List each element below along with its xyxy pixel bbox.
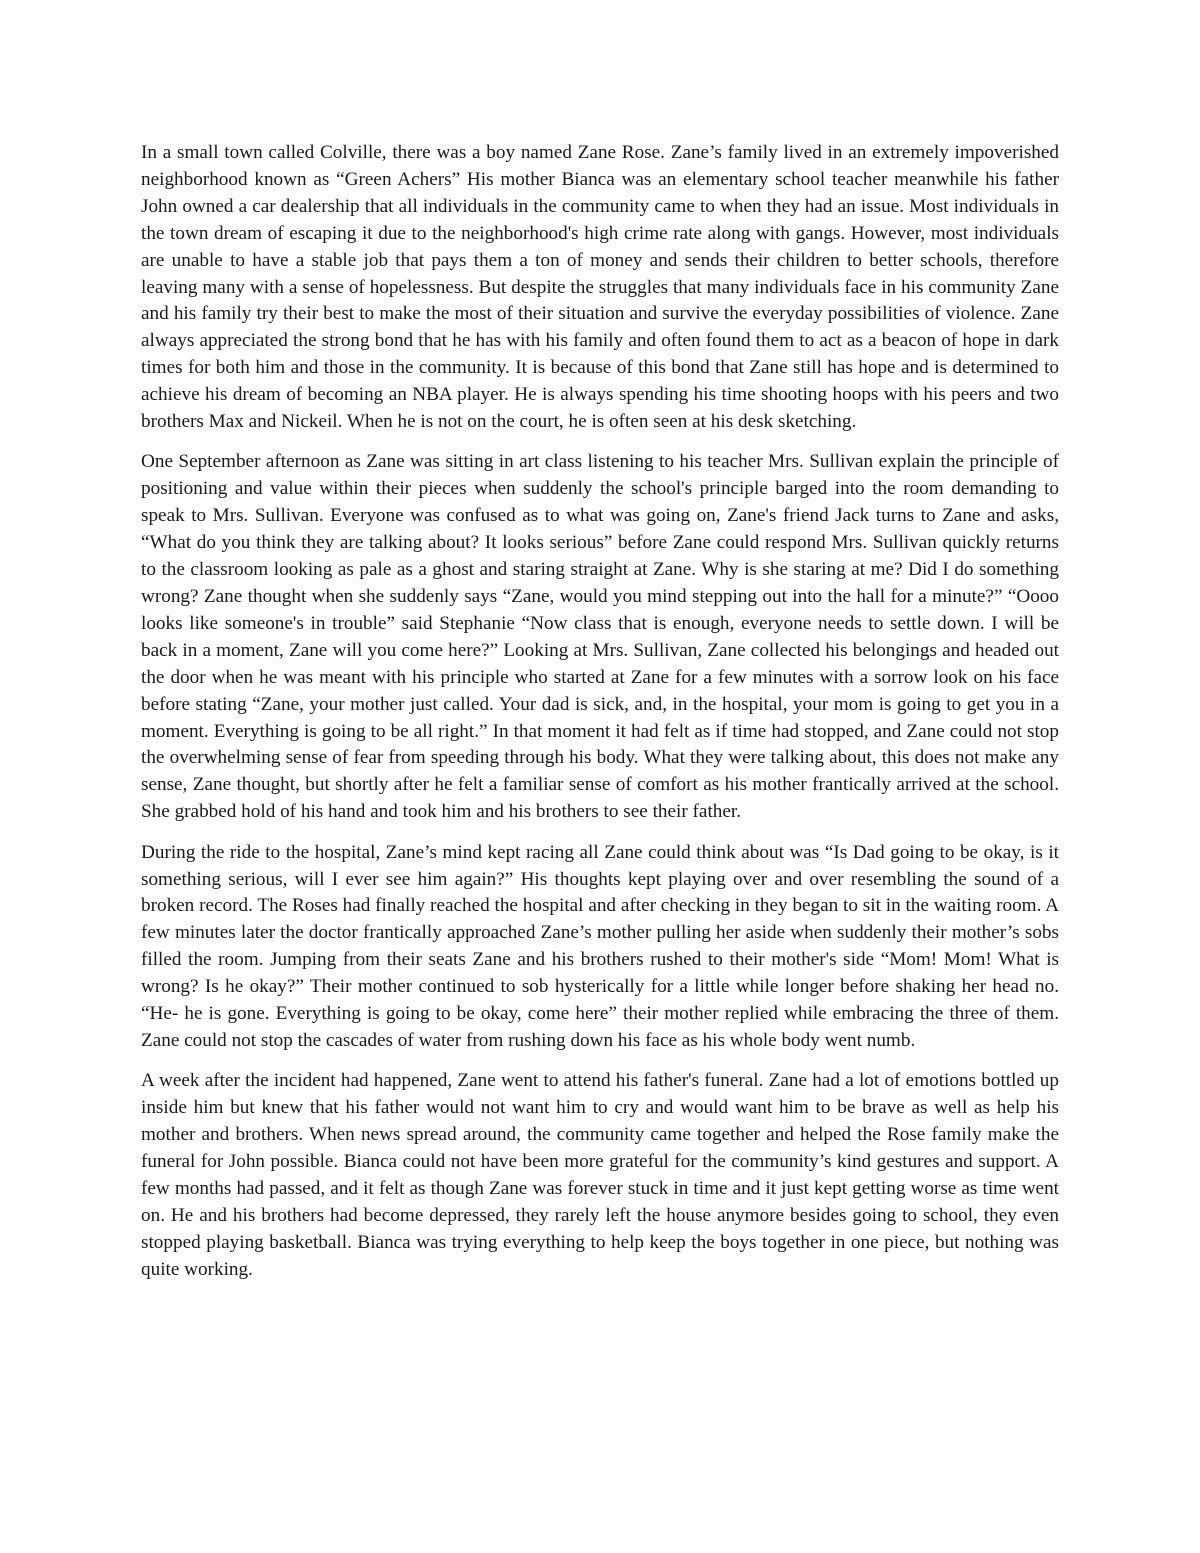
paragraph-3: During the ride to the hospital, Zane’s mind kept racing all Zane could think about was “Is Dad going to be okay, is it something serious, will I ever see him again?” His thoughts kept playing over and over resembling the sound of a broken record. The Roses had finally reached the hospital and after checking in they began to sit in the waiting room. A few minutes later the doctor frantically approached Zane’s mother pulling her aside when suddenly their mother’s sobs filled the room. Jumping from their seats Zane and his brothers rushed to their mother's side “Mom! Mom! What is wrong? Is he okay?” Their mother continued to sob hysterically for a little while longer before shaking her head no. “He- he is gone. Everything is going to be okay, come here” their mother replied while embracing the three of them. Zane could not stop the cascades of water from rushing down his face as his whole body went numb. [141,841,1059,1051]
paragraph-4: A week after the incident had happened, Zane went to attend his father's funeral. Zane had a lot of emotions bottled up inside him but knew that his father would not want him to cry and would want him to be brave as well as help his mother and brothers. When news spread around, the community came together and helped the Rose family make the funeral for John possible. Bianca could not have been more grateful for the community’s kind gestures and support. A few months had passed, and it felt as though Zane was forever stuck in time and it just kept getting worse as time went on. He and his brothers had become depressed, they rarely left the house anymore besides going to school, they even stopped playing basketball. Bianca was trying everything to help keep the boys together in one piece, but nothing was quite working. [141,1070,1059,1280]
paragraph-1: In a small town called Colville, there was a boy named Zane Rose. Zane’s family lived in an extremely impoverished neighborhood known as “Green Achers” His mother Bianca was an elementary school teacher meanwhile his father John owned a car dealership that all individuals in the community came to when they had an issue. Most individuals in the town dream of escaping it due to the neighborhood's high crime rate along with gangs. However, most individuals are unable to have a stable job that pays them a ton of money and sends their children to better schools, therefore leaving many with a sense of hopelessness. But despite the struggles that many individuals face in his community Zane and his family try their best to make the most of their situation and survive the everyday possibilities of violence. Zane always appreciated the strong bond that he has with his family and often found them to act as a beacon of hope in dark times for both him and those in the community. It is because of this bond that Zane still has hope and is determined to achieve his dream of becoming an NBA player. He is always spending his time shooting hoops with his peers and two brothers Max and Nickeil. When he is not on the court, he is often seen at his desk sketching. [141,142,1059,433]
paragraph-2: One September afternoon as Zane was sitting in art class listening to his teacher Mrs. Sullivan explain the principle of positioning and value within their pieces when suddenly the school's principle barged into the room demanding to speak to Mrs. Sullivan. Everyone was confused as to what was going on, Zane's friend Jack turns to Zane and asks, “What do you think they are talking about? It looks serious” before Zane could respond Mrs. Sullivan quickly returns to the classroom looking as pale as a ghost and staring straight at Zane. Why is she staring at me? Did I do something wrong? Zane thought when she suddenly says “Zane, would you mind stepping out into the hall for a minute?” “Oooo looks like someone's in trouble” said Stephanie “Now class that is enough, everyone needs to settle down. I will be back in a moment, Zane will you come here?” Looking at Mrs. Sullivan, Zane collected his belongings and headed out the door when he was meant with his principle who started at Zane for a few minutes with a sorrow look on his face before stating “Zane, your mother just called. Your dad is sick, and, in the hospital, your mom is going to get you in a moment. Everything is going to be all right.” In that moment it had felt as if time had stopped, and Zane could not stop the overwhelming sense of fear from speeding through his body. What they were talking about, this does not make any sense, Zane thought, but shortly after he felt a familiar sense of comfort as his mother frantically arrived at the school. She grabbed hold of his hand and took him and his brothers to see their father. [141,451,1059,823]
document-page [141,140,1059,1297]
